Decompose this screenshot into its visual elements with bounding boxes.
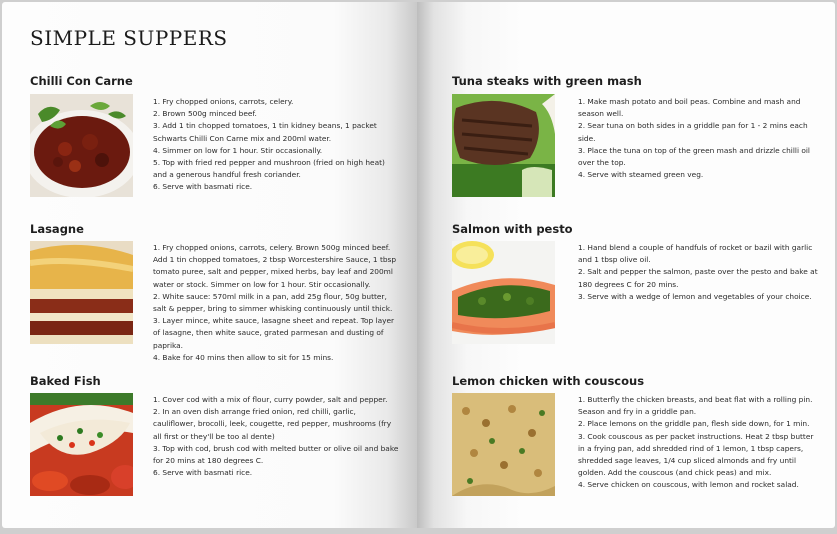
chilli-photo-icon (30, 94, 133, 197)
step: 4. Serve chicken on couscous, with lemon and rocket salad. (578, 480, 799, 490)
step: 2. Salt and pepper the salmon, paste over the pesto and bake at 180 degrees C for 20 mins. (578, 267, 818, 289)
left-page (2, 2, 417, 528)
step: 3. Place the tuna on top of the green mash and drizzle chilli oil over the top. (578, 145, 810, 168)
recipe-salmon-pesto (452, 222, 573, 236)
recipe-steps (153, 394, 399, 479)
recipe-title: Lasagne (30, 222, 84, 236)
recipe-title: Tuna steaks with green mash (452, 74, 642, 88)
step: 3. Add 1 tin chopped tomatoes, 1 tin kidney beans, 1 packet Schwarts Chilli Con Carne mix and 200ml water. (153, 121, 377, 143)
tuna-steak-photo-icon (452, 94, 555, 197)
step: 3. Cook couscous as per packet instructions. Heat 2 tbsp butter in a frying pan, add shredded rind of 1 lemon, 1 tbsp capers, shredded sage leaves, 1/4 cup sliced almonds and fry until golden. Add the couscous (and chick peas) and mix. (578, 431, 814, 478)
recipe-title: Lemon chicken with couscous (452, 374, 645, 388)
recipe-steps (153, 242, 401, 364)
step: 2. Brown 500g minced beef. (153, 109, 257, 119)
recipe-steps (578, 394, 820, 492)
step: 6. Serve with basmati rice. (153, 182, 253, 192)
recipe-lemon-chicken (452, 374, 644, 388)
baked-fish-photo-icon (30, 393, 133, 496)
recipe-title: Baked Fish (30, 374, 101, 388)
step: 1. Cover cod with a mix of flour, curry powder, salt and pepper. (153, 395, 388, 404)
recipe-lasagne (30, 222, 84, 236)
recipe-title: Salmon with pesto (452, 222, 573, 236)
step: 4. Simmer on low for 1 hour. Stir occasionally. (153, 145, 323, 155)
recipe-baked-fish (30, 374, 101, 388)
recipe-steps (153, 96, 398, 194)
step: 5. Top with fried red pepper and mushroon (fried on high heat) and a generous handful fresh coriander. (153, 158, 385, 180)
step: 4. Bake for 40 mins then allow to sit for 15 mins. (153, 352, 334, 362)
step: 2. White sauce: 570ml milk in a pan, add 25g flour, 50g butter, salt & pepper, bring to simmer whisking continuously until thick. (153, 291, 393, 314)
recipe-title: Chilli Con Carne (30, 74, 133, 88)
step: 1. Fry chopped onions, carrots, celery. Brown 500g minced beef. Add 1 tin chopped tomatoes, 2 tbsp Worcestershire Sauce, 1 tbsp tomato puree, salt and pepper, mixed herbs, bay leaf and 200ml water or stock. Simmer on low for 1 hour. Stir occasionally. (153, 243, 397, 289)
step: 1. Butterfly the chicken breasts, and beat flat with a rolling pin. Season and fry in a griddle pan. (578, 395, 813, 417)
lemon-chicken-photo-icon (452, 393, 555, 496)
step: 1. Fry chopped onions, carrots, celery. (153, 97, 294, 106)
step: 1. Hand blend a couple of handfuls of rocket or bazil with garlic and 1 tbsp olive oil. (578, 243, 813, 265)
recipe-steps (578, 96, 818, 181)
recipe-tuna-steaks (452, 74, 642, 88)
book-title: SIMPLE SUPPERS (30, 26, 228, 50)
step: 6. Serve with basmati rice. (153, 468, 253, 478)
step: 1. Make mash potato and boil peas. Combine and mash and season well. (578, 97, 801, 119)
step: 3. Layer mince, white sauce, lasagne sheet and repeat. Top layer of lasagne, then white sauce, grated parmesan and dusting of paprika. (153, 316, 395, 350)
salmon-pesto-photo-icon (452, 241, 555, 344)
step: 3. Serve with a wedge of lemon and vegetables of your choice. (578, 291, 812, 301)
step: 2. Place lemons on the griddle pan, flesh side down, for 1 min. (578, 419, 810, 429)
recipe-chilli-con-carne (30, 74, 133, 88)
step: 2. Sear tuna on both sides in a griddle pan for 1 - 2 mins each side. (578, 121, 808, 143)
right-page (417, 2, 835, 528)
step: 4. Serve with steamed green veg. (578, 170, 704, 180)
recipe-steps (578, 242, 818, 303)
step: 3. Top with cod, brush cod with melted butter or olive oil and bake for 20 mins at 180 degrees C. (153, 443, 399, 466)
step: 2. In an oven dish arrange fried onion, red chilli, garlic, cauliflower, brocolli, leek, cougette, red pepper, mushrooms (fry all first or they'll be too al dente) (153, 407, 392, 441)
lasagne-photo-icon (30, 241, 133, 344)
